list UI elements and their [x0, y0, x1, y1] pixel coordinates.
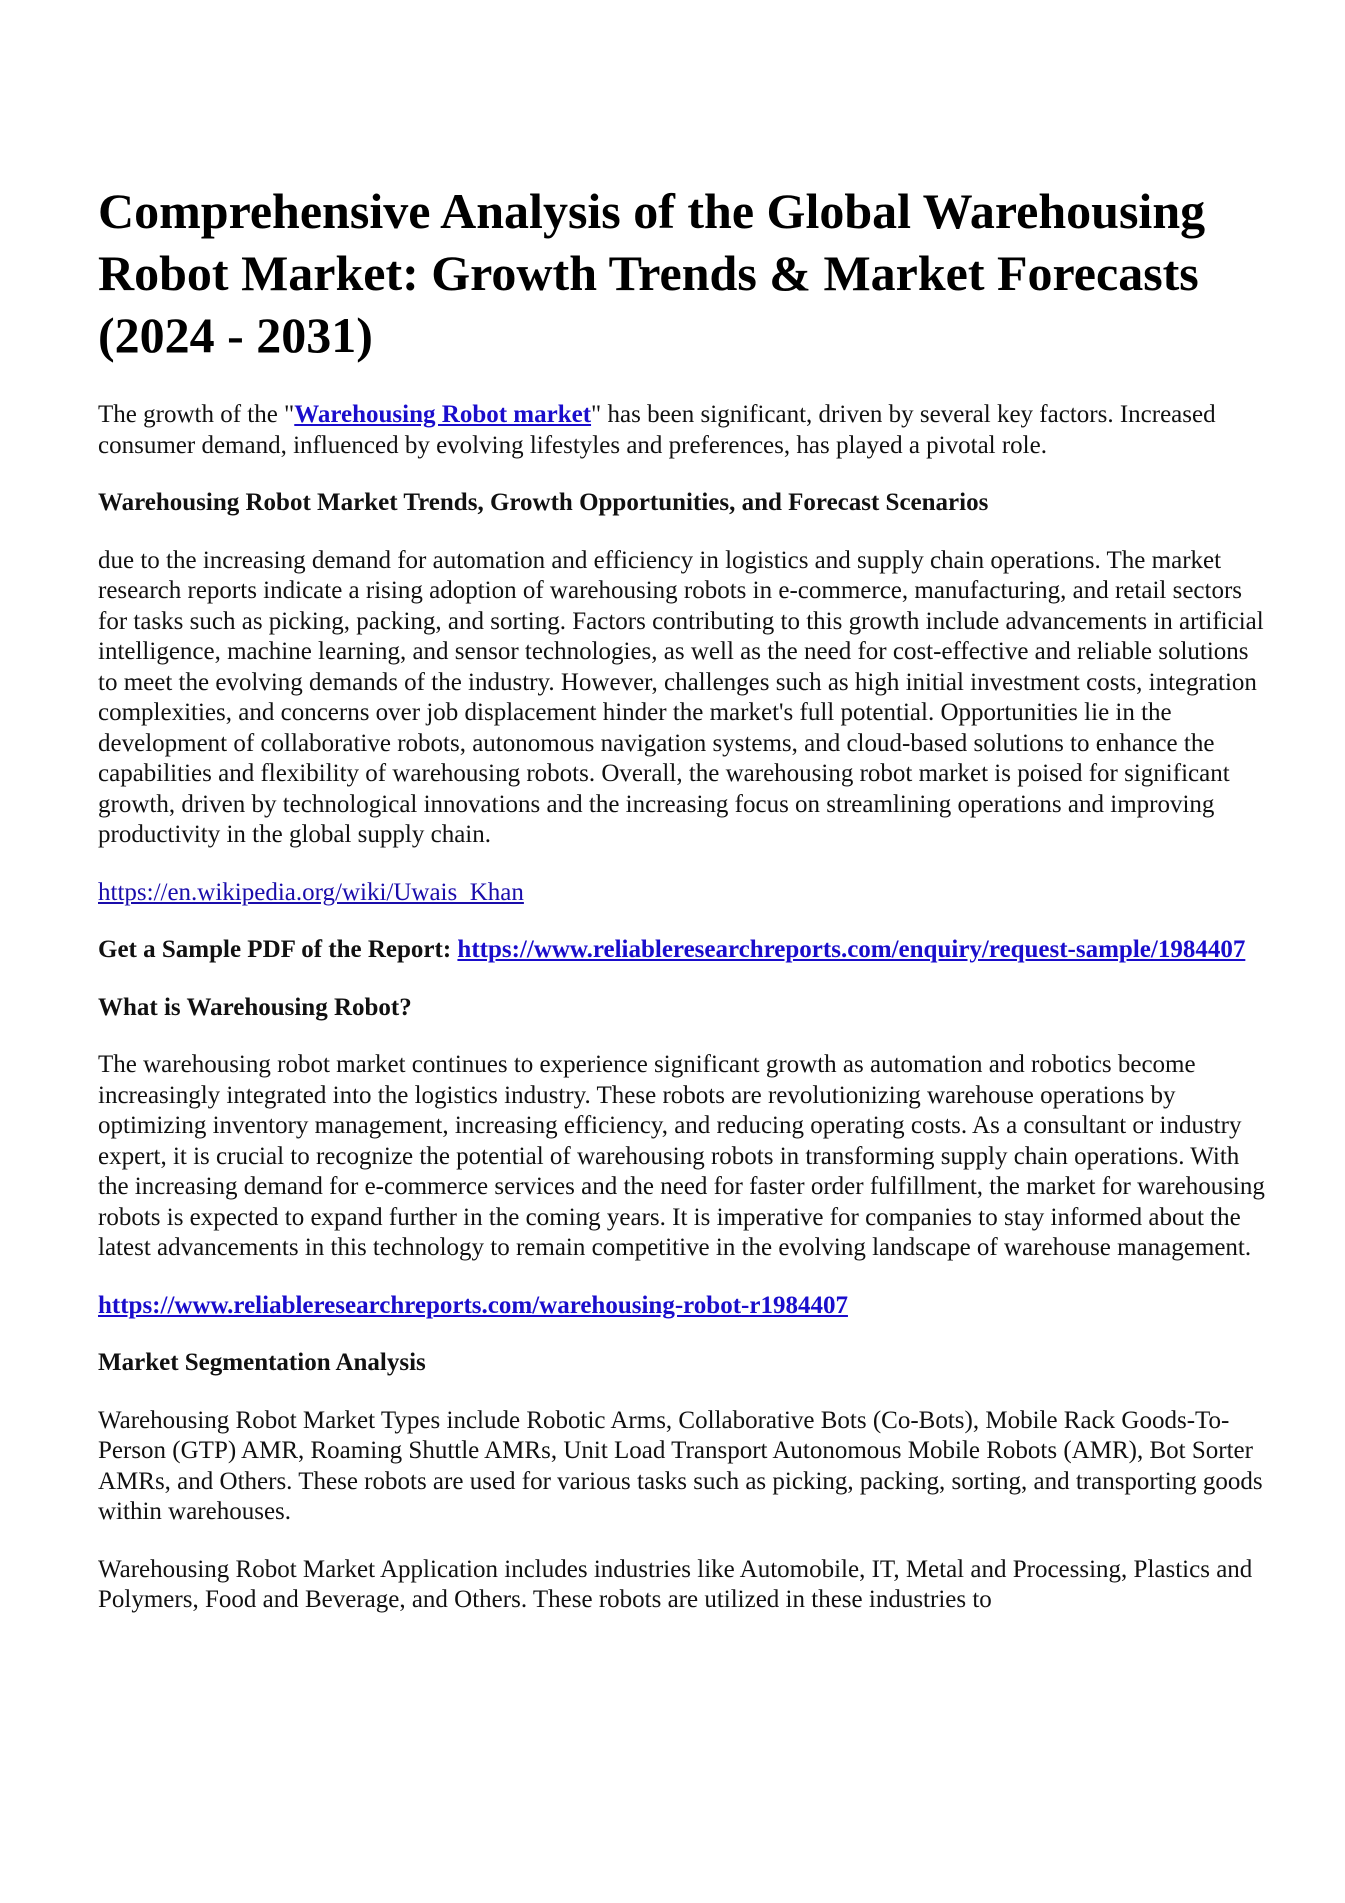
report-link[interactable]: https://www.reliableresearchreports.com/warehousing-robot-r1984407 [98, 1291, 848, 1319]
segmentation-heading: Market Segmentation Analysis [98, 1349, 426, 1376]
what-is-paragraph: The warehousing robot market continues to experience significant growth as automation and robotics become increasingly integrated into the logistics industry. These robots are revolutionizing warehouse operations by optimizing inventory management, increasing efficiency, and reducing operating costs. As a consultant or industry expert, it is crucial to recognize the potential of warehousing robots in transforming supply chain operations. With the increasing demand for e-commerce services and the need for faster order fulfillment, the market for warehousing robots is expected to expand further in the coming years. It is imperative for companies to stay informed about the latest advancements in this technology to remain competitive in the evolving landscape of warehouse management. [98, 1051, 1265, 1261]
wiki-link-paragraph [98, 878, 1268, 909]
intro-before: The growth of the " [98, 401, 295, 428]
what-is-heading: What is Warehousing Robot? [98, 993, 412, 1021]
document-page [98, 180, 1268, 1643]
sample-pdf-paragraph [98, 935, 1268, 966]
intro-paragraph [98, 400, 1268, 461]
segmentation-application-paragraph: Warehousing Robot Market Application includes industries like Automobile, IT, Metal and Processing, Plastics and Polymers, Food and Beverage, and Others. These robots are utilized in these industries to [98, 1555, 1253, 1613]
sample-pdf-label: Get a Sample PDF of the Report: [98, 936, 458, 963]
page-title: Comprehensive Analysis of the Global Warehousing Robot Market: Growth Trends & Market Forecasts (2024 - 2031) [98, 183, 1206, 363]
sample-pdf-link[interactable]: https://www.reliableresearchreports.com/enquiry/request-sample/1984407 [457, 936, 1246, 963]
intro-after: " has been significant, driven by several key factors. Increased consumer demand, influenced by evolving lifestyles and preferences, has played a pivotal role. [98, 401, 1216, 459]
trends-paragraph: due to the increasing demand for automation and efficiency in logistics and supply chain operations. The market research reports indicate a rising adoption of warehousing robots in e-commerce, manufacturing, and retail sectors for tasks such as picking, packing, and sorting. Factors contributing to this growth include advancements in artificial intelligence, machine learning, and sensor technologies, as well as the need for cost-effective and reliable solutions to meet the evolving demands of the industry. However, challenges such as high initial investment costs, integration complexities, and concerns over job displacement hinder the market's full potential. Opportunities lie in the development of collaborative robots, autonomous navigation systems, and cloud-based solutions to enhance the capabilities and flexibility of warehousing robots. Overall, the warehousing robot market is poised for significant growth, driven by technological innovations and the increasing focus on streamlining operations and improving productivity in the global supply chain. [98, 546, 1264, 848]
warehousing-robot-market-link[interactable]: Warehousing Robot market [294, 401, 592, 428]
report-link-paragraph [98, 1291, 1268, 1322]
wikipedia-link[interactable]: https://en.wikipedia.org/wiki/Uwais_Khan [98, 878, 524, 906]
trends-heading: Warehousing Robot Market Trends, Growth Opportunities, and Forecast Scenarios [98, 489, 989, 516]
segmentation-types-paragraph: Warehousing Robot Market Types include Robotic Arms, Collaborative Bots (Co-Bots), Mobile Rack Goods-To-Person (GTP) AMR, Roaming Shuttle AMRs, Unit Load Transport Autonomous Mobile Robots (AMR), Bot Sorter AMRs, and Others. These robots are used for various tasks such as picking, packing, sorting, and transporting goods within warehouses. [98, 1406, 1263, 1525]
